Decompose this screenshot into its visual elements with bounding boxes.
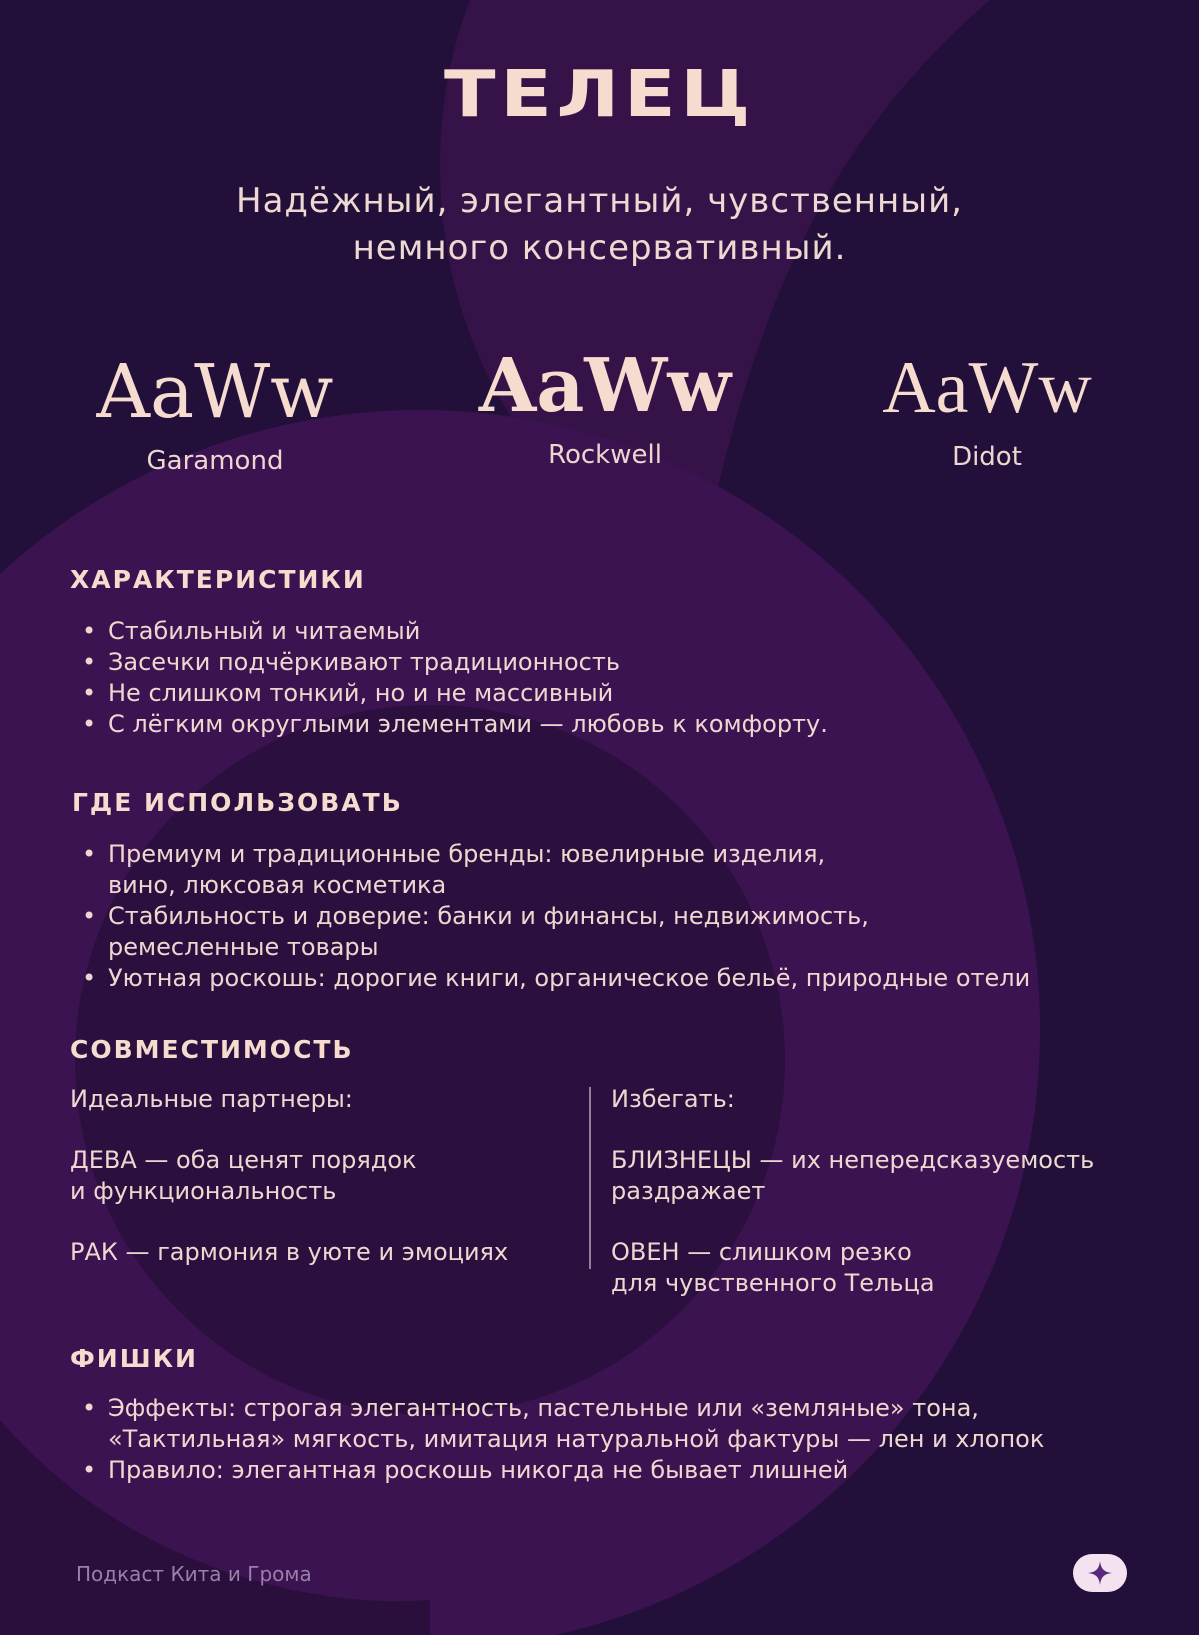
ideal-partners-label: Идеальные партнеры: [70,1085,353,1113]
subtitle [0,178,1199,272]
font-sample-rockwell [440,343,770,470]
footer-credit: Подкаст Кита и Грома [76,1562,312,1586]
font-sample-didot [822,348,1152,472]
page-title: ТЕЛЕЦ [443,58,756,132]
ideal-partners-column [70,1084,508,1268]
list-item: • Правило: элегантная роскошь никогда не бывает лишней [82,1455,1044,1486]
font-sample-name: Didot [952,442,1022,472]
sparkle-badge[interactable] [1073,1554,1127,1592]
list-item: • Стабильный и читаемый [82,616,828,647]
list-item: • Засечки подчёркивают традиционность [82,647,828,678]
list-item: • Эффекты: строгая элегантность, пастельные или «земляные» тона, «Тактильная» мягкость, имитация натуральной фактуры — лен и хлопок [82,1393,1044,1455]
subtitle-line: немного консервативный. [352,228,847,268]
partner-entry: ДЕВА — оба ценят порядок и функциональность [70,1146,417,1205]
font-sample-glyphs: AaWw [882,347,1092,429]
font-sample-name: Rockwell [548,440,662,470]
compatibility-heading: СОВМЕСТИМОСТЬ [70,1035,354,1064]
usage-heading: ГДЕ ИСПОЛЬЗОВАТЬ [72,788,403,817]
list-item: • Премиум и традиционные бренды: ювелирные изделия, вино, люксовая косметика [82,839,1030,901]
font-sample-glyphs: AaWw [96,349,334,435]
features-list [82,1393,1044,1486]
sparkle-icon [1087,1560,1113,1586]
usage-list [82,839,1030,994]
font-sample-garamond [50,349,380,476]
avoid-entry: ОВЕН — слишком резко для чувственного Тельца [611,1238,935,1297]
subtitle-line: Надёжный, элегантный, чувственный, [236,181,963,221]
partner-entry: РАК — гармония в уюте и эмоциях [70,1238,509,1266]
characteristics-heading: ХАРАКТЕРИСТИКИ [70,565,366,594]
features-heading: ФИШКИ [70,1344,198,1373]
font-sample-glyphs: AaWw [478,343,732,429]
list-item: • Уютная роскошь: дорогие книги, органическое бельё, природные отели [82,963,1030,994]
avoid-entry: БЛИЗНЕЦЫ — их непередсказуемость раздражает [611,1146,1095,1205]
list-item: • С лёгким округлыми элементами — любовь к комфорту. [82,709,828,740]
avoid-label: Избегать: [611,1085,735,1113]
font-sample-name: Garamond [146,446,284,476]
characteristics-list [82,616,828,740]
column-divider [589,1087,591,1269]
avoid-column [611,1084,1094,1299]
list-item: • Стабильность и доверие: банки и финансы, недвижимость, ремесленные товары [82,901,1030,963]
list-item: • Не слишком тонкий, но и не массивный [82,678,828,709]
